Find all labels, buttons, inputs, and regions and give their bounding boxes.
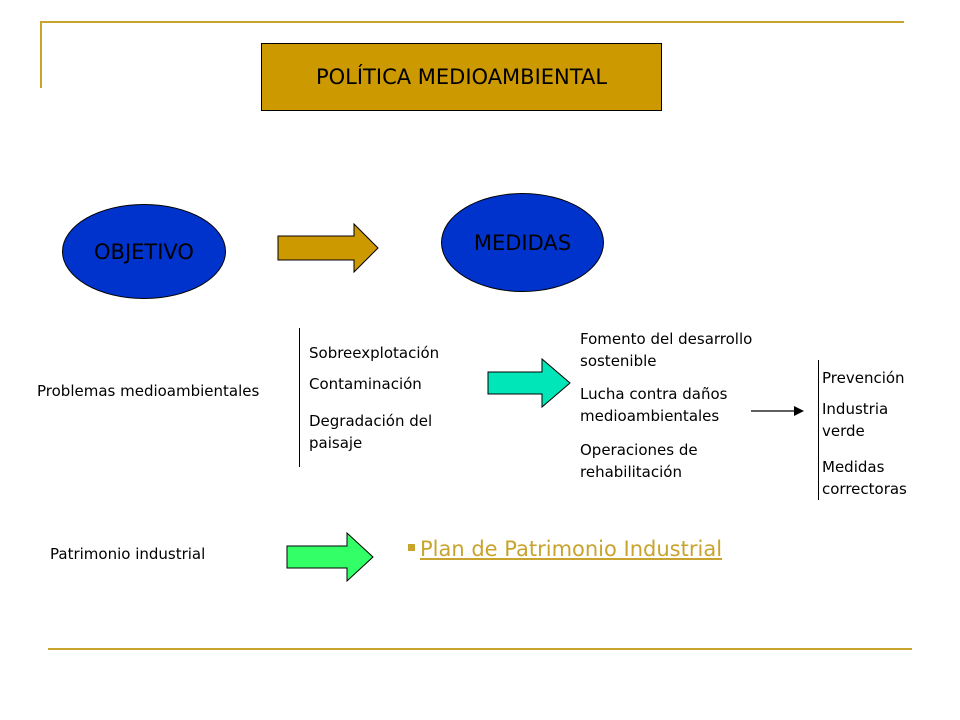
measure-item: Fomento del desarrollo sostenible bbox=[580, 330, 753, 370]
objetivo-ellipse bbox=[62, 204, 226, 299]
title-box bbox=[261, 43, 662, 111]
measure-type-item: Industria verde bbox=[822, 400, 889, 440]
medidas-label: MEDIDAS bbox=[473, 230, 572, 255]
problems-bracket-line bbox=[299, 328, 300, 467]
medidas-ellipse bbox=[441, 193, 604, 292]
measure-type-item: Medidas correctoras bbox=[822, 458, 907, 498]
problem-item: Contaminación bbox=[309, 375, 422, 393]
heritage-plan-link-text[interactable]: Plan de Patrimonio Industrial bbox=[420, 537, 723, 561]
arrow-problems-measures bbox=[486, 356, 574, 410]
problem-item: Degradación del paisaje bbox=[309, 412, 433, 452]
heritage-plan-link[interactable] bbox=[408, 537, 722, 561]
objetivo-label: OBJETIVO bbox=[94, 239, 194, 264]
bullet-icon bbox=[408, 544, 415, 551]
measure-item: Lucha contra daños medioambientales bbox=[580, 385, 728, 425]
problem-item: Sobreexplotación bbox=[309, 344, 440, 362]
top-frame-rule bbox=[40, 21, 904, 23]
left-frame-rule bbox=[40, 21, 42, 88]
arrow-heritage-plan bbox=[285, 530, 377, 584]
arrow-measures-types bbox=[750, 404, 806, 418]
heritage-label: Patrimonio industrial bbox=[50, 545, 206, 563]
measure-type-item: Prevención bbox=[822, 369, 905, 387]
page-title: POLÍTICA MEDIOAMBIENTAL bbox=[315, 65, 608, 89]
measure-item: Operaciones de rehabilitación bbox=[580, 441, 698, 481]
arrow-objetivo-medidas bbox=[276, 220, 382, 276]
problems-label: Problemas medioambientales bbox=[37, 382, 260, 400]
bottom-frame-rule bbox=[48, 648, 912, 650]
types-bracket-line bbox=[818, 360, 819, 500]
